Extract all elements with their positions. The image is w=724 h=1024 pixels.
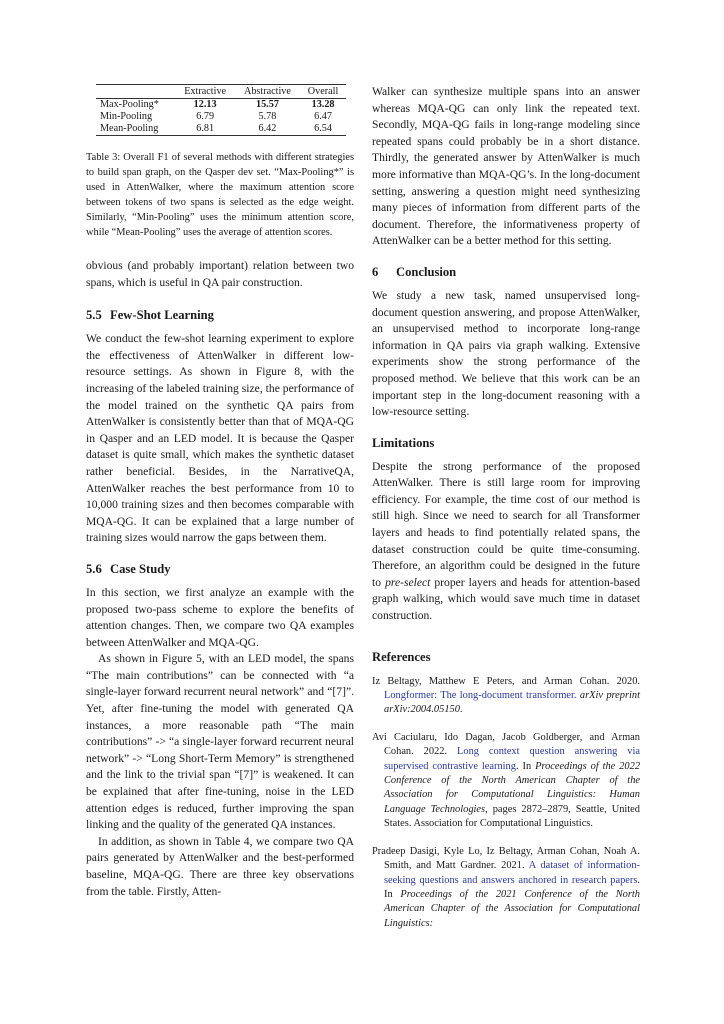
left-column: [86, 84, 354, 900]
ref-title-link[interactable]: A dataset of information-seeking questions and answers anchored in research papers: [384, 860, 640, 886]
limitations-heading: Limitations: [372, 435, 435, 450]
section-title: Conclusion: [396, 264, 457, 279]
ref-venue: arXiv preprint arXiv:2004.05150: [384, 690, 641, 716]
section-heading-5-6: [86, 561, 354, 577]
table-row: [96, 111, 346, 123]
table-cell: 6.81: [176, 123, 235, 136]
paragraph: We study a new task, named unsupervised long-document question answering, and propose AttenWalker, an unsupervised method to incorporate long-range information in QA pairs via graph walking. Extensive experiments show the strong performance of the proposed method. We believe that this work can be an important step in the long-document reasoning with a low-resource setting.: [372, 288, 640, 419]
table-row: [96, 99, 346, 112]
reference-entry: [372, 675, 640, 718]
paragraph: In this section, we first analyze an example with the proposed two-pass scheme to explore the benefits of attention changes. Then, we compare two QA examples between AttenWalker and MQA-QG.: [86, 585, 354, 649]
section-number: 6: [372, 264, 379, 279]
table-cell: 6.54: [300, 123, 346, 136]
table-cell: 12.13: [193, 99, 217, 110]
table-cell: 15.57: [255, 99, 279, 110]
section-number: 5.5: [86, 308, 102, 323]
table-header-cell: Abstractive: [235, 85, 300, 99]
row-label: Mean-Pooling: [96, 123, 176, 136]
paragraph: As shown in Figure 5, with an LED model, the spans “The main contributions” can be connected with “a single-layer forward recurrent neural network” and “[7]”. Yet, after fine-tuning the model with generated QA instances, a more reasonable path “The main contributions” -> “a single-layer forward recurrent neural network” -> “Long Short-Term Memory” is strengthened and the link to the trivial span “[7]” is weakened. It can be explained that after fine-tuning, noise in the LED attention edges is reduced, further improving the span linking and the quality of the generated QA instances.: [86, 652, 354, 832]
ref-authors: Pradeep Dasigi, Kyle Lo, Iz Beltagy, Arman Cohan, Noah A. Smith, and Matt Gardner. 2021.: [372, 845, 640, 872]
section-heading-6: [372, 264, 640, 280]
table-cell: 6.42: [235, 123, 300, 136]
emphasis: pre-select: [385, 575, 431, 589]
table-caption: Table 3: Overall F1 of several methods with different strategies to build span graph, on the Qasper dev set. “Max-Pooling*” is used in AttenWalker, where the maximum attention score between tokens of two spans is selected as the edge weight. Similarly, “Min-Pooling” uses the minimum attention score, while “Mean-Pooling” uses the average of attention scores.: [86, 152, 354, 238]
ref-authors: Iz Beltagy, Matthew E Peters, and Arman Cohan. 2020.: [372, 675, 640, 687]
ref-venue: Proceedings of the 2022 Conference of the North American Chapter of the Association for Computational Linguistics: Human Language Technologies: [384, 760, 641, 815]
table-row: [96, 123, 346, 136]
text-run: proper layers and heads for attention-based graph walking, which would save much time in dataset construction.: [372, 575, 640, 623]
paragraph: In addition, as shown in Table 4, we compare two QA pairs generated by AttenWalker and the best-performed baseline, MQA-QG. There are three key observations from the table. Firstly, Atten-: [86, 834, 354, 898]
references-heading: References: [372, 649, 431, 664]
table-header-cell: Extractive: [176, 85, 235, 99]
table-cell: 13.28: [311, 99, 335, 110]
text-run: Despite the strong performance of the proposed AttenWalker. There is still large room for improving efficiency. For example, the time cost of our method is still high. Since we need to search for all Transformer layers and heads to find potentially related spans, the dataset construction could be quite time-consuming. Therefore, an algorithm could be designed in the future to: [372, 459, 640, 589]
table-header-cell: Overall: [300, 85, 346, 99]
reference-entry: [372, 731, 640, 832]
ref-title-link[interactable]: Long context question answering via supervised contrastive learning: [384, 746, 640, 772]
table-3: [96, 84, 346, 136]
table-cell: 5.78: [258, 111, 277, 122]
section-heading-5-5: [86, 307, 354, 323]
paragraph: [372, 459, 640, 625]
ref-mid: . In: [515, 760, 536, 772]
table-cell: 6.79: [196, 111, 215, 122]
section-title: Case Study: [110, 561, 171, 576]
row-label: Max-Pooling*: [100, 99, 159, 110]
ref-mid: . In: [384, 874, 640, 900]
paragraph: We conduct the few-shot learning experiment to explore the effectiveness of AttenWalker in different low-resource settings. As shown in Figure 8, with the increasing of the labeled training size, the performance of the model trained on the synthetic QA pairs from AttenWalker is consistently better than that of MQA-QG in Qasper and an LED model. It is because the Qasper dataset is quite small, which makes the synthetic dataset rather beneficial. Besides, in the NarrativeQA, AttenWalker reaches the best performance from 10 to 10,000 training sizes and then becomes comparable with MQA-QG. It can be explained that a large number of training sizes would narrow the gaps between them.: [86, 332, 354, 545]
ref-title-link[interactable]: Longformer: The long-document transformer.: [384, 690, 577, 702]
paragraph: Walker can synthesize multiple spans into an answer whereas MQA-QG can only link the repeated text. Secondly, MQA-QG fails in long-range modeling since repeated spans could probably be in a short distance. Thirdly, the generated answer by AttenWalker is much more informative than MQA-QG’s. In the long-document setting, answering a question might need synthesizing many pieces of information from different parts of the document. Therefore, the informativeness property of AttenWalker can be a better method for this setting.: [372, 85, 640, 248]
ref-venue: Proceedings of the 2021 Conference of the North American Chapter of the Association for Computational Linguistics:: [384, 888, 640, 929]
ref-tail: , pages 2872–2879, Seattle, United States. Association for Computational Linguistics.: [384, 803, 640, 830]
row-label: Min-Pooling: [100, 111, 153, 122]
ref-tail: .: [459, 704, 463, 716]
section-title: Few-Shot Learning: [110, 308, 214, 323]
right-column: [372, 84, 640, 944]
table-header-cell: [96, 85, 176, 99]
table-cell: 6.47: [314, 111, 332, 122]
paragraph: obvious (and probably important) relation between two spans, which is useful in QA pair construction.: [86, 259, 354, 289]
ref-authors: Avi Caciularu, Ido Dagan, Jacob Goldberger, and Arman Cohan. 2022.: [372, 731, 640, 758]
section-number: 5.6: [86, 561, 102, 576]
table-header-row: [96, 85, 346, 99]
reference-entry: [372, 845, 640, 931]
